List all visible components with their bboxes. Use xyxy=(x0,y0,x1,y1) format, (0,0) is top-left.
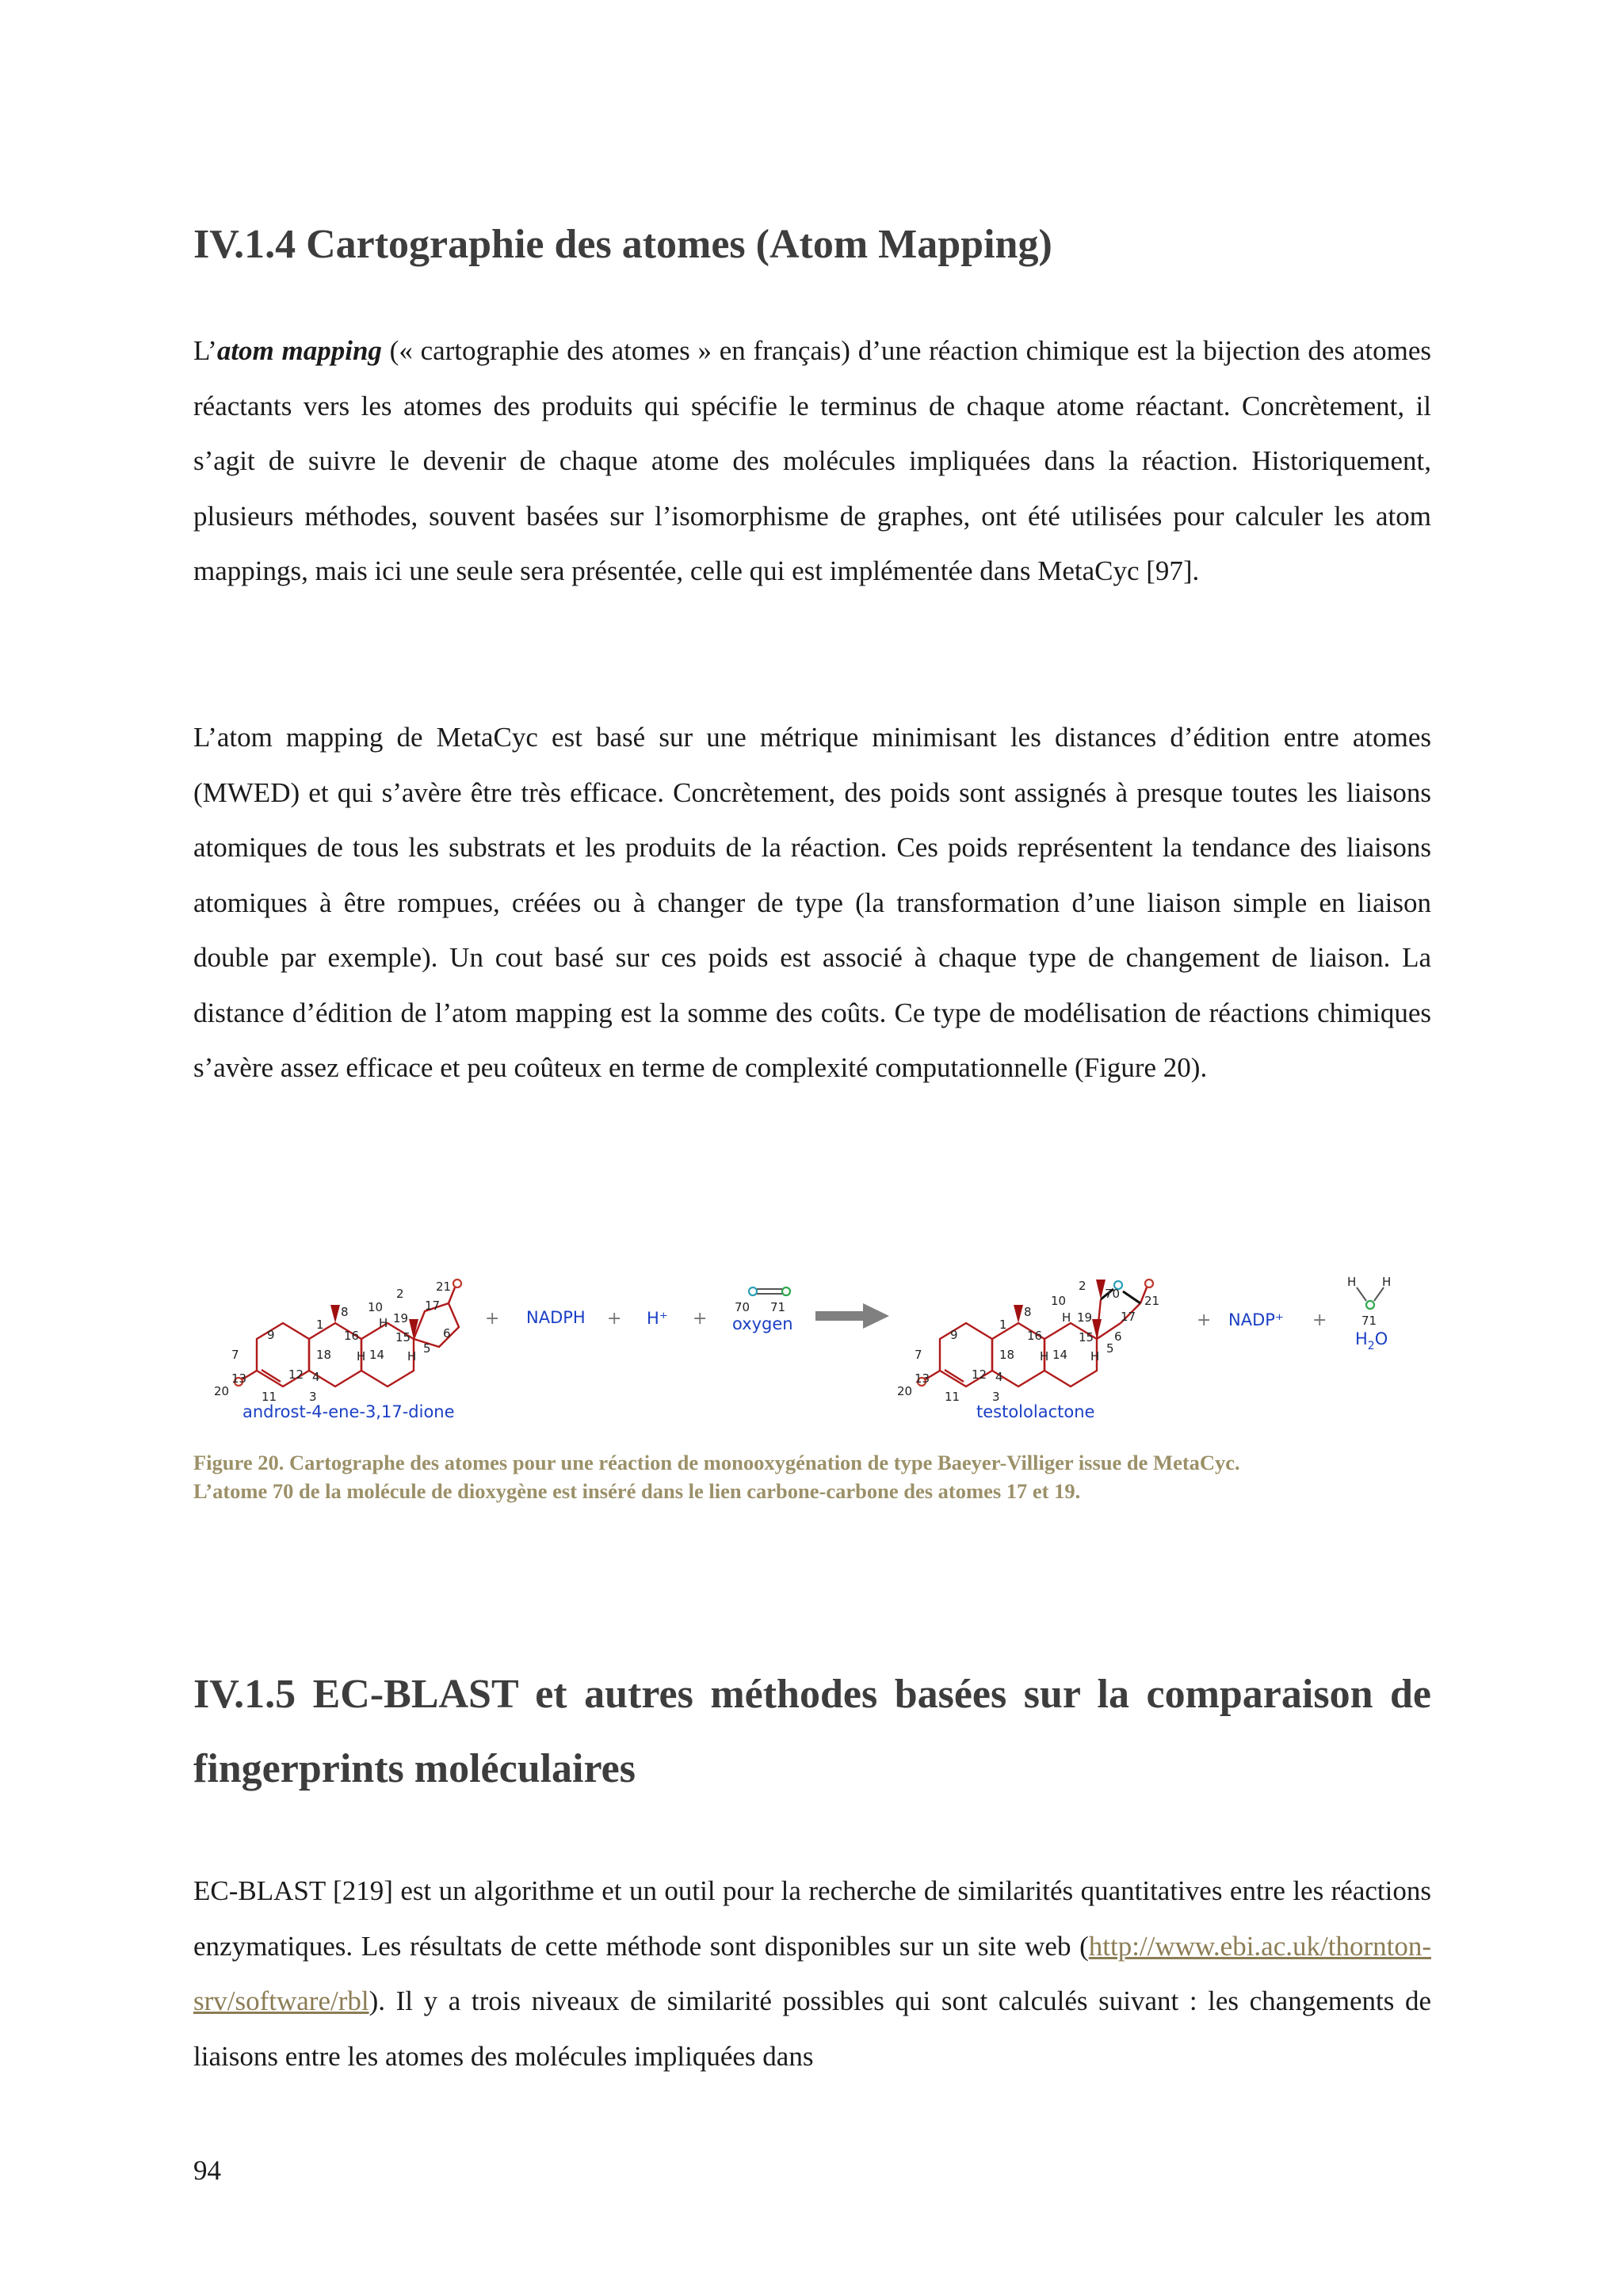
water-h: H xyxy=(1347,1275,1357,1289)
reactant-oxygen-17 xyxy=(453,1280,461,1287)
atom-number: 18 xyxy=(999,1348,1015,1362)
atom-number: 20 xyxy=(214,1384,230,1398)
reactant-label: androst-4-ene-3,17-dione xyxy=(242,1402,455,1421)
atom-number: 21 xyxy=(436,1280,452,1294)
ec-blast-link[interactable]: http://www.ebi.ac.uk/thornton-srv/software/rbl xyxy=(193,1930,1431,2016)
plus-sign: + xyxy=(693,1309,708,1329)
plus-sign: + xyxy=(607,1309,622,1329)
atom-number: 12 xyxy=(972,1367,987,1382)
atom-number: 18 xyxy=(316,1348,332,1362)
oxygen-structure xyxy=(749,1287,790,1295)
atom-number: 16 xyxy=(344,1329,360,1343)
water-h: H xyxy=(1382,1275,1392,1289)
atom-number: 14 xyxy=(369,1348,385,1362)
caption-line-1: Figure 20. Cartographe des atomes pour une réaction de monooxygénation de type Baeyer-Villiger issue de MetaCyc. xyxy=(193,1451,1240,1474)
plus-sign: + xyxy=(485,1309,500,1329)
atom-number: 4 xyxy=(312,1370,320,1384)
product-label: testololactone xyxy=(976,1402,1095,1421)
atom-number: 15 xyxy=(395,1330,411,1344)
plus-sign: + xyxy=(1312,1310,1327,1330)
atom-number: 6 xyxy=(443,1326,451,1341)
atom-number: 3 xyxy=(992,1390,1000,1404)
section-heading-atom-mapping: IV.1.4 Cartographie des atomes (Atom Mapping) xyxy=(193,222,1052,267)
p1-prefix: L’ xyxy=(193,335,217,366)
atom-number: 5 xyxy=(1106,1341,1114,1356)
atom-number: 10 xyxy=(368,1300,384,1314)
term-atom-mapping: atom mapping xyxy=(216,335,382,366)
atom-number: 17 xyxy=(425,1299,441,1313)
p3-end: ). Il y a trois niveaux de similarité possibles qui sont calculés suivant : les changements de liaisons entre les atomes des molécules impliquées dans xyxy=(193,1985,1431,2072)
atom-number: 19 xyxy=(1077,1310,1093,1325)
atom-number: 13 xyxy=(915,1371,930,1386)
atom-number: 13 xyxy=(231,1371,247,1386)
paragraph-metacyc-mapping: L’atom mapping de MetaCyc est basé sur une métrique minimisant les distances d’édition entre atomes (MWED) et qui s’avère être très efficace. Concrètement, des poids sont assignés à presque toutes les liaisons atomiques de tous les substrats et les produits de la réaction. Ces poids représentent la tendance des liaisons atomiques à être rompues, créées ou à changer de type (la transformation d’une liaison simple en liaison double par exemple). Un cout basé sur ces poids est associé à chaque type de changement de liaison. La distance d’édition de l’atom mapping est la somme des coûts. Ce type de modélisation de réactions chimiques s’avère assez efficace et peu coûteux en terme de complexité computationnelle (Figure 20). xyxy=(193,722,1431,1083)
atom-h: H xyxy=(379,1316,388,1330)
reaction-arrow xyxy=(815,1303,889,1329)
atom-h: H xyxy=(1062,1310,1071,1325)
atom-h: H xyxy=(357,1349,366,1363)
new-bond-70-17 xyxy=(1123,1291,1140,1303)
atom-number: 9 xyxy=(267,1328,275,1342)
p1-rest: (« cartographie des atomes » en français) d’une réaction chimique est la bijection des atomes réactants vers les atomes des produits qui spécifie le terminus de chaque atome réactant. Concrètement, il s’agit de suivre le devenir de chaque atome des molécules impliquées dans la réaction. Historiquement, plusieurs méthodes, souvent basées sur l’isomorphisme de graphes, ont été utilisées pour calculer les atom mappings, mais ici une seule sera présentée, celle qui est implémentée dans MetaCyc [97]. xyxy=(193,335,1431,586)
atom-number: 19 xyxy=(393,1311,409,1325)
atom-number: 4 xyxy=(995,1370,1003,1384)
page-number: 94 xyxy=(193,2155,221,2186)
product-oxygen-17 xyxy=(1145,1280,1153,1287)
atom-h: H xyxy=(407,1349,417,1363)
atom-h: H xyxy=(1040,1349,1049,1363)
atom-h: H xyxy=(1090,1349,1100,1363)
nadph-label: NADPH xyxy=(526,1308,586,1327)
water-o-symbol: O xyxy=(1374,1329,1388,1348)
atom-number: 9 xyxy=(950,1328,958,1342)
atom-number: 2 xyxy=(396,1287,404,1301)
water-label: $H_2O$ xyxy=(1355,1329,1388,1352)
plus-sign: + xyxy=(1197,1310,1212,1330)
atom-number: 15 xyxy=(1079,1330,1094,1344)
atom-number: 1 xyxy=(999,1318,1007,1332)
water-h-symbol: H xyxy=(1355,1329,1368,1348)
atom-number: 8 xyxy=(1024,1305,1032,1319)
atom-number: 5 xyxy=(423,1341,431,1356)
atom-number: 12 xyxy=(288,1367,304,1382)
atom-number: 10 xyxy=(1051,1294,1067,1308)
atom-number: 71 xyxy=(770,1300,786,1314)
document-page xyxy=(193,0,1431,2296)
atom-number: 16 xyxy=(1027,1329,1043,1343)
atom-number: 11 xyxy=(262,1390,277,1404)
proton-label: H⁺ xyxy=(647,1309,668,1328)
atom-number: 70 xyxy=(735,1300,750,1314)
paragraph-ec-blast xyxy=(193,1863,1431,2084)
atom-number: 2 xyxy=(1079,1279,1086,1293)
atom-number: 71 xyxy=(1361,1314,1377,1328)
atom-number: 7 xyxy=(915,1348,922,1362)
oxygen-label: oxygen xyxy=(732,1314,793,1333)
section-heading-ec-blast: IV.1.5 EC-BLAST et autres méthodes basées sur la comparaison de fingerprints moléculaires xyxy=(193,1672,1431,1791)
atom-number: 3 xyxy=(309,1390,317,1404)
atom-number: 11 xyxy=(945,1390,960,1404)
atom-number: 20 xyxy=(897,1384,913,1398)
nadp-label: NADP⁺ xyxy=(1228,1310,1284,1329)
figure-caption xyxy=(193,1448,1431,1505)
paragraph-atom-mapping-definition xyxy=(193,323,1431,599)
atom-number: 7 xyxy=(231,1348,239,1362)
reaction-diagram xyxy=(193,1208,1431,1422)
atom-number: 14 xyxy=(1052,1348,1068,1362)
figure-20-reaction xyxy=(193,1208,1431,1422)
atom-number: 70 xyxy=(1105,1287,1121,1301)
atom-number: 8 xyxy=(341,1305,349,1319)
atom-number: 21 xyxy=(1144,1294,1160,1308)
p3-start: EC-BLAST [219] est un algorithme et un outil pour la recherche de similarités quantitatives entre les réactions enzymatiques. Les résultats de cette méthode sont disponibles sur un site web ( xyxy=(193,1875,1431,1962)
atom-number: 17 xyxy=(1121,1310,1136,1324)
water-structure xyxy=(1357,1287,1384,1309)
caption-line-2: L’atome 70 de la molécule de dioxygène est inséré dans le lien carbone-carbone des atomes 17 et 19. xyxy=(193,1479,1081,1503)
atom-number: 6 xyxy=(1114,1329,1122,1344)
atom-number: 1 xyxy=(316,1318,324,1332)
